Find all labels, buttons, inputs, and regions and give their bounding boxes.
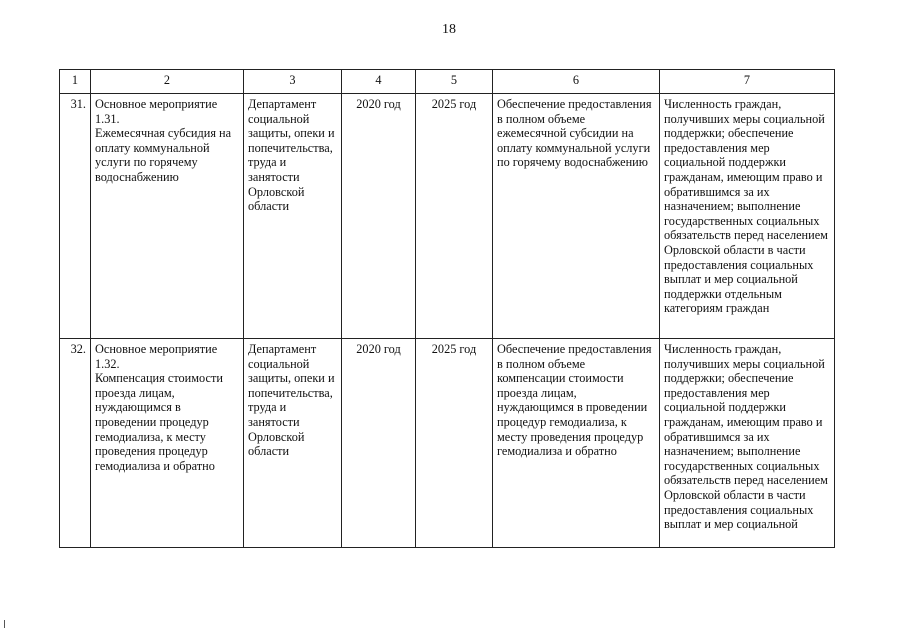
end-year-cell: 2025 год [416, 339, 493, 548]
page-number: 18 [442, 22, 456, 37]
executor-cell: Департамент социальной защиты, опеки и попечительства, труда и занятости Орловской области [244, 94, 342, 339]
program-table [59, 69, 835, 548]
indicator-cell: Численность граждан, получивших меры социальной поддержки; обеспечение предоставления мер социальной поддержки гражданам, имеющим право и обратившимся за их назначением; выполнение государственных социальных обязательств перед населением Орловской области в части предоставления социальных выплат и мер социальной [660, 339, 835, 548]
event-cell: Основное мероприятие 1.32. Компенсация стоимости проезда лицам, нуждающимся в проведении процедур гемодиализа, к месту проведения процедур гемодиализа и обратно [91, 339, 244, 548]
start-year-cell: 2020 год [342, 339, 416, 548]
column-header: 6 [493, 70, 660, 94]
column-header: 3 [244, 70, 342, 94]
executor-cell: Департамент социальной защиты, опеки и попечительства, труда и занятости Орловской области [244, 339, 342, 548]
column-header: 1 [60, 70, 91, 94]
end-year-cell: 2025 год [416, 94, 493, 339]
table-row [60, 339, 835, 548]
start-year-cell: 2020 год [342, 94, 416, 339]
row-number: 32. [60, 339, 91, 548]
table-row [60, 94, 835, 339]
scan-artifact [4, 620, 5, 628]
indicator-cell: Численность граждан, получивших меры социальной поддержки; обеспечение предоставления мер социальной поддержки гражданам, имеющим право и обратившимся за их назначением; выполнение государственных социальных обязательств перед населением Орловской области в части предоставления социальных выплат и мер социальной поддержки отдельным категориям граждан [660, 94, 835, 339]
result-cell: Обеспечение предоставления в полном объеме компенсации стоимости проезда лицам, нуждающимся в проведении процедур гемодиализа, к месту проведения процедур гемодиализа и обратно [493, 339, 660, 548]
result-cell: Обеспечение предоставления в полном объеме ежемесячной субсидии на оплату коммунальной услуги по горячему водоснабжению [493, 94, 660, 339]
column-header: 7 [660, 70, 835, 94]
event-cell: Основное мероприятие 1.31. Ежемесячная субсидия на оплату коммунальной услуги по горячему водоснабжению [91, 94, 244, 339]
column-header: 5 [416, 70, 493, 94]
column-header: 4 [342, 70, 416, 94]
table-header-row [60, 70, 835, 94]
column-header: 2 [91, 70, 244, 94]
row-number: 31. [60, 94, 91, 339]
